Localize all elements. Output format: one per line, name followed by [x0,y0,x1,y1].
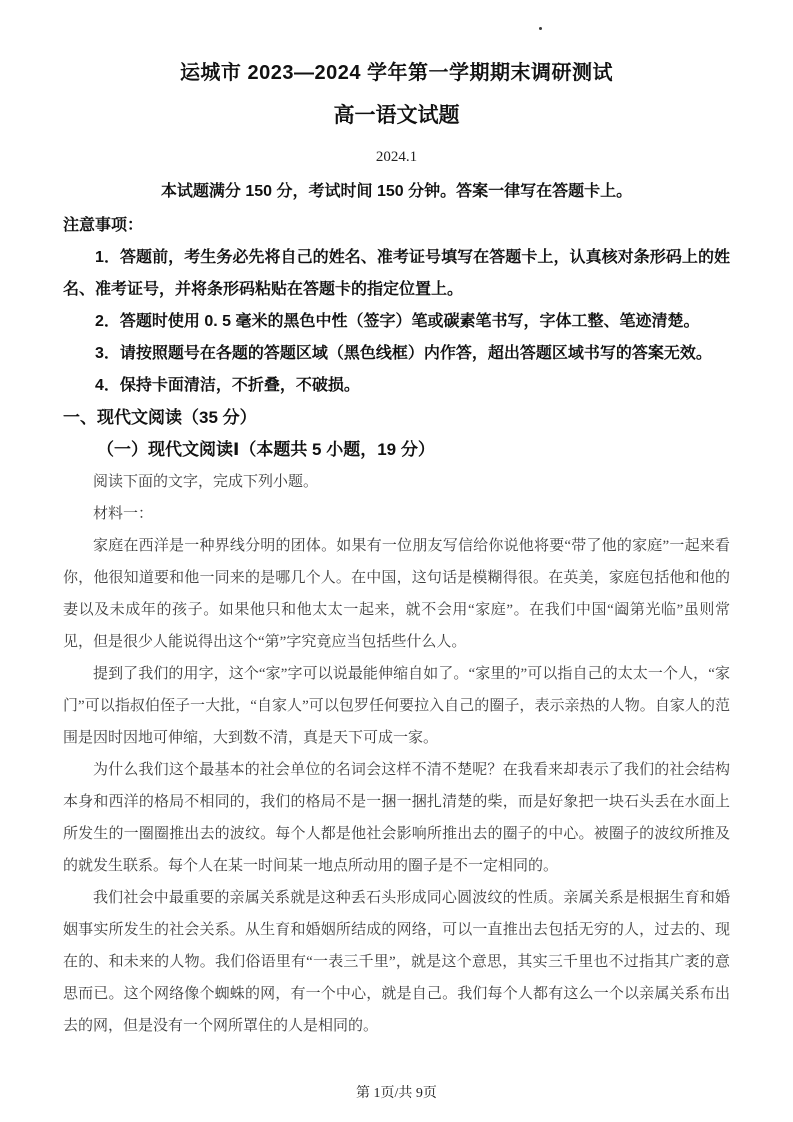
exam-subtitle: 高一语文试题 [333,104,460,127]
exam-title: 运城市 2023—2024 学年第一学期期末调研测试 [179,62,614,84]
notice-heading: 注意事项： [63,217,144,234]
passage-paragraph-4: 我们社会中最重要的亲属关系就是这种丢石头形成同心圆波纹的性质。亲属关系是根据生育和婚姻事实所发生的社会关系。从生育和婚姻所结成的网络，可以一直推出去包括无穷的人，过去的、现在的、和未来的人物。我们俗语里有“一表三千里”，就是这个意思，其实三千里也不过指其广袤的意思而已。这个网络像个蜘蛛的网，有一个中心，就是自己。我们每个人都有这么一个以亲属关系布出去的网，但是没有一个网所罩住的人是相同的。 [63,890,730,1034]
notice-item-2: 2．答题时使用 0. 5 毫米的黑色中性（签字）笔或碳素笔书写，字体工整、笔迹清楚。 [95,313,700,330]
notice-list [63,242,730,402]
stray-dot-mark [539,27,542,30]
notice-item-3: 3．请按照题号在各题的答题区域（黑色线框）内作答，超出答题区域书写的答案无效。 [95,345,712,362]
notice-item-4: 4．保持卡面清洁，不折叠，不破损。 [95,377,360,394]
reading-instruction: 阅读下面的文字，完成下列小题。 [93,474,319,490]
subsection-heading-reading-1: （一）现代文阅读Ⅰ（本题共 5 小题，19 分） [97,440,435,459]
passage-body [63,530,730,1042]
section-heading-modern-reading: 一、现代文阅读（35 分） [63,408,257,427]
exam-info-line: 本试题满分 150 分，考试时间 150 分钟。答案一律写在答题卡上。 [160,183,633,200]
passage-paragraph-3: 为什么我们这个最基本的社会单位的名词会这样不清不楚呢？在我看来却表示了我们的社会结构本身和西洋的格局不相同的，我们的格局不是一捆一捆扎清楚的柴，而是好象把一块石头丢在水面上所发生的一圈圈推出去的波纹。每个人都是他社会影响所推出去的圈子的中心。被圈子的波纹所推及的就发生联系。每个人在某一时间某一地点所动用的圈子是不一定相同的。 [63,762,730,874]
passage-paragraph-2: 提到了我们的用字，这个“家”字可以说最能伸缩自如了。“家里的”可以指自己的太太一个人，“家门”可以指叔伯侄子一大批，“自家人”可以包罗任何要拉入自己的圈子，表示亲热的人物。自家人的范围是因时因地可伸缩，大到数不清，真是天下可成一家。 [63,666,730,746]
passage-paragraph-1: 家庭在西洋是一种界线分明的团体。如果有一位朋友写信给你说他将要“带了他的家庭”一起来看你，他很知道要和他一同来的是哪几个人。在中国，这句话是模糊得很。在英美，家庭包括他和他的妻以及未成年的孩子。如果他只和他太太一起来，就不会用“家庭”。在我们中国“阖第光临”虽则常见，但是很少人能说得出这个“第”字究竟应当包括些什么人。 [63,538,730,650]
material-label: 材料一： [93,506,154,522]
notice-item-1: 1．答题前，考生务必先将自己的姓名、准考证号填写在答题卡上，认真核对条形码上的姓名、准考证号，并将条形码粘贴在答题卡的指定位置上。 [63,249,730,298]
exam-date: 2024.1 [375,149,418,165]
page-footer: 第 1页/共 9页 [356,1086,437,1101]
